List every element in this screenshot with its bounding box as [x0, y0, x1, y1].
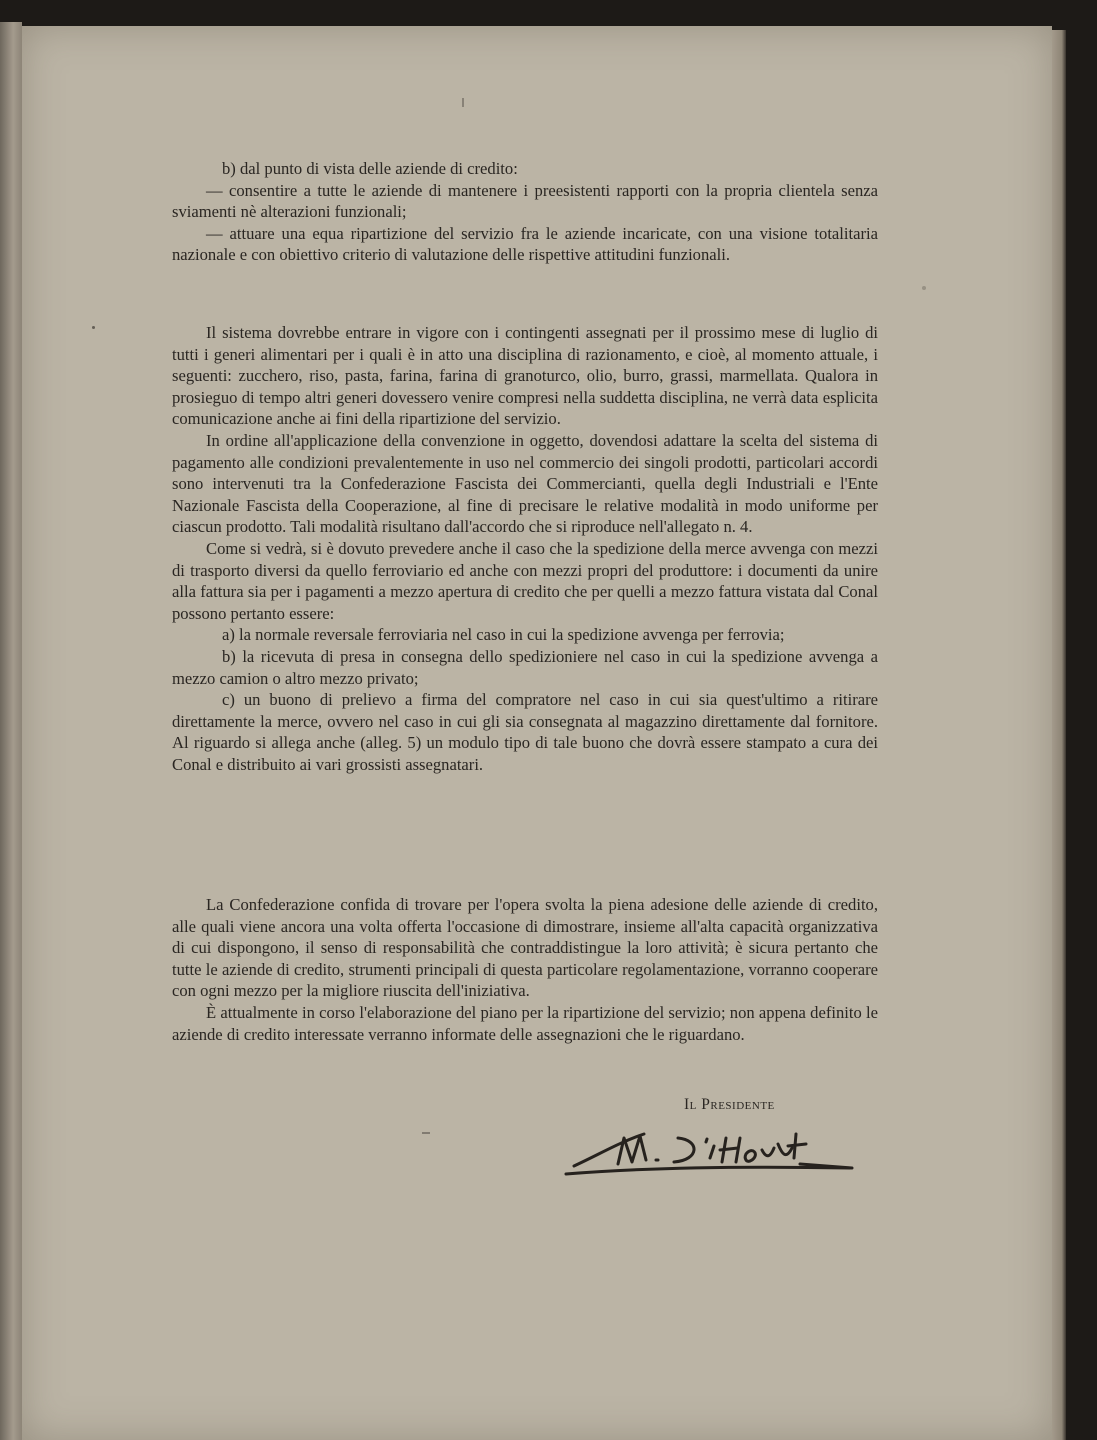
- paragraph: — attuare una equa ripartizione del servizio fra le aziende incaricate, con una visione totalitaria nazionale e con obiettivo criterio di valutazione delle rispettive attitudini funzionali.: [172, 223, 878, 265]
- text-block-intro: [172, 158, 878, 266]
- adjacent-page-edge: [0, 22, 22, 1440]
- paragraph: Il sistema dovrebbe entrare in vigore con i contingenti assegnati per il prossimo mese di luglio di tutti i generi alimentari per i quali è in atto una disciplina di razionamento, e cioè, al momento attuale, i seguenti: zucchero, riso, pasta, farina, farina di granoturco, olio, burro, grassi, marmellata. Qualora in prosieguo di tempo altri generi dovessero venire compresi nella suddetta disciplina, ne verrà data esplicita comunicazione anche ai fini della ripartizione del servizio.: [172, 323, 878, 429]
- list-item: b) la ricevuta di presa in consegna dello spedizioniere nel caso in cui la spedizione avvenga a mezzo camion o altro mezzo privato;: [172, 646, 878, 688]
- list-item: a) la normale reversale ferroviaria nel caso in cui la spedizione avvenga per ferrovia;: [222, 625, 785, 645]
- paragraph: È attualmente in corso l'elaborazione del piano per la ripartizione del servizio; non appena definito le aziende di credito interessate verranno informate delle assegnazioni che le riguardano.: [172, 1002, 878, 1044]
- paragraph: La Confederazione confida di trovare per l'opera svolta la piena adesione delle aziende di credito, alle quali viene ancora una volta offerta l'occasione di dimostrare, insieme all'alta capacità organizzativa di cui dispongono, il senso di responsabilità che contraddistingue la loro attività; è sicura pertanto che tutte le aziende di credito, strumenti principali di questa particolare regolamentazione, vorranno cooperare con ogni mezzo per la migliore riuscita dell'iniziativa.: [172, 895, 878, 1001]
- speck: [462, 98, 464, 107]
- paragraph: — consentire a tutte le aziende di mantenere i preesistenti rapporti con la propria clientela senza sviamenti nè alterazioni funzionali;: [172, 180, 878, 222]
- text-block-main: [172, 322, 878, 775]
- paragraph: In ordine all'applicazione della convenzione in oggetto, dovendosi adattare la scelta del sistema di pagamento alle condizioni prevalentemente in uso nel commercio dei singoli prodotti, particolari accordi sono intervenuti tra la Confederazione Fascista dei Commercianti, quella degli Industriali e l'Ente Nazionale Fascista della Cooperazione, al fine di precisare le relative modalità in modo uniforme per ciascun prodotto. Tali modalità risultano dall'accordo che si riproduce nell'allegato n. 4.: [172, 430, 878, 537]
- paragraph: Come si vedrà, si è dovuto prevedere anche il caso che la spedizione della merce avvenga con mezzi di trasporto diversi da quello ferroviario ed anche con mezzi propri del produttore: i documenti da unire alla fattura sia per i pagamenti a mezzo apertura di credito che per quelli a mezzo fattura vistata dal Conal possono pertanto essere:: [172, 538, 878, 623]
- page-right-edge: [1052, 30, 1066, 1440]
- text-block-closing: [172, 894, 878, 1045]
- paragraph: b) dal punto di vista delle aziende di credito:: [222, 159, 518, 178]
- list-item: c) un buono di prelievo a firma del compratore nel caso in cui sia quest'ultimo a ritirare direttamente la merce, ovvero nel caso in cui gli sia consegnata al magazzino direttamente dal fornitore. Al riguardo si allega anche (alleg. 5) un modulo tipo di tale buono che dovrà essere stampato a cura dei Conal e distribuito ai vari grossisti assegnatari.: [172, 690, 878, 774]
- speck: [922, 286, 926, 290]
- signature-handwritten: [560, 1124, 860, 1194]
- speck: [422, 1132, 430, 1134]
- signoff-title: Il Presidente: [684, 1096, 775, 1113]
- speck: [92, 326, 95, 329]
